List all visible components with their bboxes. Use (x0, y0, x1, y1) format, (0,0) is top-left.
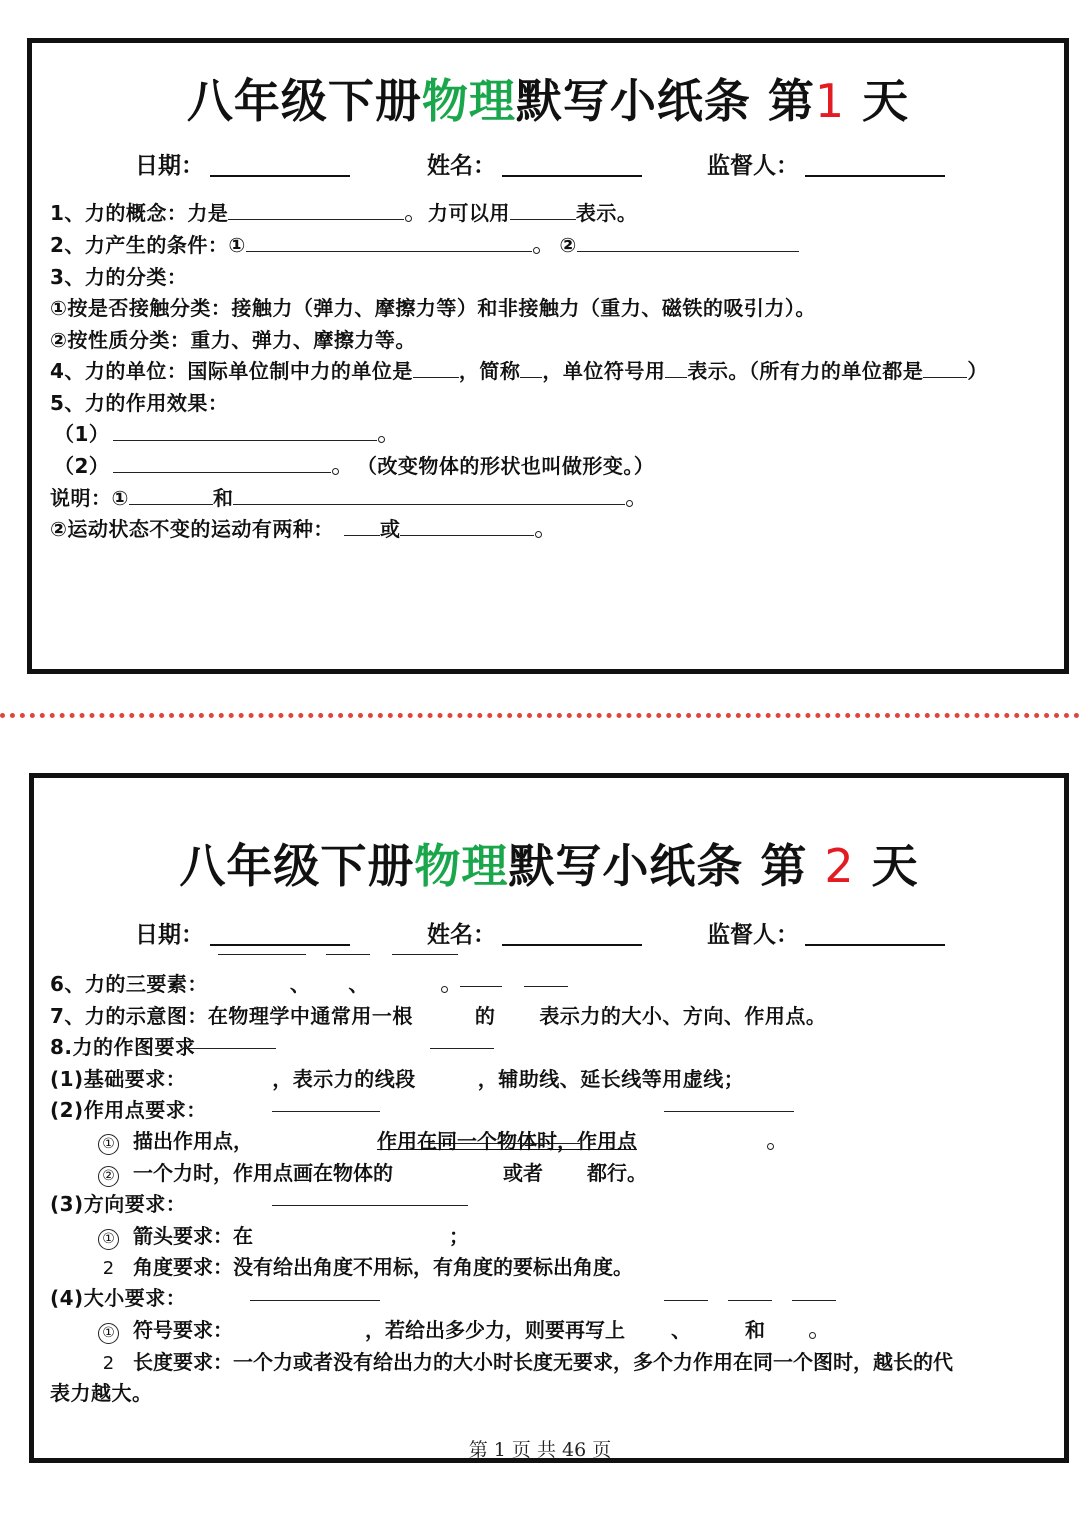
supervisor-blank[interactable] (805, 924, 945, 946)
blank-line (664, 1111, 794, 1112)
classification-by-contact: ①按是否接触分类：接触力（弹力、摩擦力等）和非接触力（重力、磁铁的吸引力）。 (50, 296, 816, 320)
item-1-force-concept: 1、力的概念：力是 力可以用 表示。 (50, 201, 638, 225)
date-blank[interactable] (210, 924, 350, 946)
name-field: 姓名： (427, 147, 642, 180)
card-title (32, 65, 1064, 131)
arrow-requirement: ① 箭头要求：在 ； (98, 1220, 469, 1250)
point-requirement-1: ① 描出作用点， 作用在同一个物体时，作用点 (98, 1125, 774, 1155)
date-field: 日期： (135, 147, 350, 180)
item-5-force-effects: 5、力的作用效果： (50, 391, 229, 415)
magnitude-requirements: (4)大小要求： (50, 1286, 187, 1310)
item-8-drawing-requirements: 8.力的作图要求 (50, 1035, 196, 1059)
blank-line (272, 1111, 380, 1112)
angle-requirement: 2 角度要求：没有给出角度不用标，有角度的要标出角度。 (102, 1255, 633, 1279)
title-prefix: 八年级下册 (186, 74, 422, 128)
blank-line (218, 954, 306, 955)
explanation-1: 说明：① 和 (50, 482, 633, 511)
supervisor-blank[interactable] (805, 155, 945, 177)
title-day-number: 1 (814, 74, 846, 128)
item-7-force-diagram: 7、力的示意图：在物理学中通常用一根 的 表示力的大小、方向、作用点。 (50, 1004, 827, 1028)
blank-line (524, 986, 568, 987)
blank-line (272, 1205, 468, 1206)
basic-requirements: (1)基础要求： ，表示力的线段 ，辅助线、延长线等用虚线； (50, 1067, 745, 1091)
blank-line (460, 986, 502, 987)
blank-line (326, 954, 370, 955)
item-6-three-elements: 6、力的三要素： 、 、 (50, 968, 448, 997)
effect-1: （1） (54, 418, 385, 447)
explanation-2: ②运动状态不变的运动有两种： 或 (50, 513, 542, 542)
item-4-force-unit: 4、力的单位：国际单位制中力的单位是 ，简称 ，单位符号用 表示。（所有力的单位都是 ） (50, 359, 988, 383)
supervisor-field: 监督人： (707, 147, 945, 180)
blank-line (664, 1300, 708, 1301)
title-middle: 默写小纸条 第 (508, 839, 825, 893)
title-subject: 物理 (414, 839, 509, 893)
direction-requirements: (3)方向要求： (50, 1192, 187, 1216)
dotted-separator (0, 713, 1080, 718)
date-field: 日期： (135, 916, 350, 949)
blank-line (430, 1048, 494, 1049)
title-middle: 默写小纸条 第 (515, 74, 815, 128)
point-requirements: (2)作用点要求： (50, 1098, 207, 1122)
name-blank[interactable] (502, 924, 642, 946)
supervisor-field: 监督人： (707, 916, 945, 949)
blank-line (184, 1048, 276, 1049)
name-field: 姓名： (427, 916, 642, 949)
blank-line (250, 1300, 380, 1301)
date-blank[interactable] (210, 155, 350, 177)
effect-2: （2） （改变物体的形状也叫做形变。） (54, 454, 655, 478)
length-requirement-cont: 表力越大。 (50, 1381, 153, 1405)
title-subject: 物理 (421, 74, 516, 128)
page-footer: 第 1 页 共 46 页 (468, 1439, 612, 1461)
title-prefix: 八年级下册 (179, 839, 415, 893)
blank-line (792, 1300, 836, 1301)
dictation-card-day-1 (27, 38, 1069, 674)
dictation-card-day-2 (29, 773, 1069, 1463)
symbol-requirement: ① 符号要求： ，若给出多少力，则要再写上 、 和 (98, 1314, 816, 1344)
card-title (34, 830, 1064, 896)
point-requirement-2: ② 一个力时，作用点画在物体的 或者 都行。 (98, 1157, 647, 1187)
blank-line (392, 954, 458, 955)
classification-by-nature: ②按性质分类：重力、弹力、摩擦力等。 (50, 328, 416, 352)
item-3-force-classification: 3、力的分类： (50, 265, 188, 289)
blank-line (728, 1300, 772, 1301)
title-day-number: 2 (824, 839, 855, 893)
length-requirement: 2 长度要求：一个力或者没有给出力的大小时长度无要求，多个力作用在同一个图时，越长的代 (102, 1350, 953, 1374)
name-blank[interactable] (502, 155, 642, 177)
item-2-force-conditions: 2、力产生的条件：① ② (50, 229, 799, 258)
title-suffix: 天 (845, 74, 910, 128)
title-suffix: 天 (854, 839, 919, 893)
